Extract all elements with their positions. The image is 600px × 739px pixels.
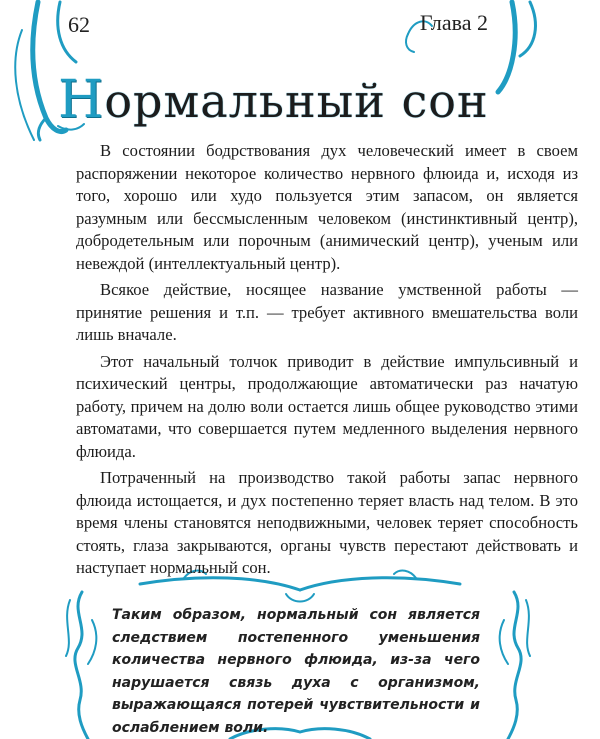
page-number: 62 — [68, 12, 90, 37]
paragraph: Потраченный на производство такой работы запас нервного флюида истощается, и дух постепенно теряет власть над телом. В это время члены становятся неподвижными, человек теряет способность стоять, глаза закрываются, органы чувств перестают действовать и наступает нормальный сон. — [76, 468, 578, 577]
body-text — [76, 140, 578, 584]
paragraph: Этот начальный толчок приводит в действие импульсивный и психический центры, продолжающие автоматически раз начатую работу, причем на долю воли остается лишь общее руководство этими автоматами, что совершается путем медленного выделения нервного флюида. — [76, 351, 578, 461]
title-initial: Н — [58, 70, 105, 130]
paragraph: В состоянии бодрствования дух человеческий имеет в своем распоряжении некоторое количество нервного флюида и, исходя из того, хорошо или худо пользуется этим запасом, он является разумным или бессмысленным человеком (инстинктивный центр), добродетельным или порочным (анимический центр), ученым или невеждой (интеллектуальный центр). — [76, 141, 578, 273]
page-title — [58, 70, 489, 130]
summary-quote: Таким образом, нормальный сон является следствием постепенного уменьшения количества нервного флюида, из-за чего нарушается связь духа с организмом, выражающаяся потерей чувствительности и ослаблением воли. — [112, 607, 480, 736]
left-side-ornament — [66, 592, 96, 739]
chapter-label: Глава 2 — [419, 10, 488, 35]
paragraph: Всякое действие, носящее название умственной работы — принятие решения и т.п. — требует активного вмешательства воли лишь вначале. — [76, 280, 578, 344]
title-rest: ормальный сон — [104, 74, 489, 128]
right-side-ornament — [500, 592, 530, 739]
